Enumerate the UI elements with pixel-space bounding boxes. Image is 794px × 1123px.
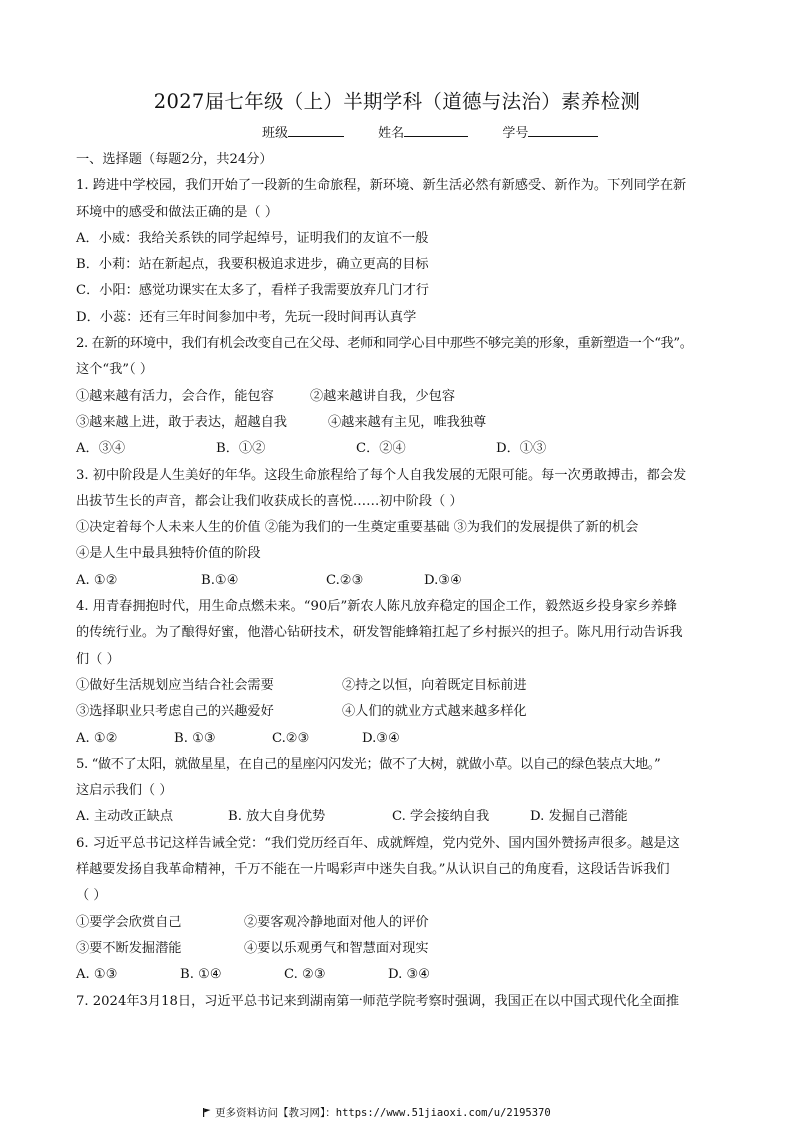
question-4-stem-line2: 的传统行业。为了酿得好蜜，他潜心钻研技术，研发智能蜂箱扛起了乡村振兴的担子。陈凡用行动告诉我 — [76, 625, 683, 641]
question-3-option-a: A. ①② — [76, 572, 118, 588]
question-6-stem-line2: 样越要发扬自我革命精神，千万不能在一片喝彩声中迷失自我。”从认识自己的角度看，这段话告诉我们 — [76, 862, 670, 878]
question-1-stem-line1: 1. 跨进中学校园，我们开始了一段新的生命旅程，新环境、新生活必然有新感受、新作为。下列同学在新 — [76, 178, 687, 194]
name-label: 姓名 — [378, 126, 405, 141]
question-6-stem-line1: 6. 习近平总书记这样告诫全党：“我们党历经百年、成就辉煌，党内党外、国内国外赞扬声很多。越是这 — [76, 835, 680, 851]
question-1-stem-line2: 环境中的感受和做法正确的是（ ） — [76, 204, 279, 220]
question-2-items-row1 — [76, 384, 726, 410]
question-3-option-b: B.①④ — [201, 572, 239, 588]
question-6-items-row2 — [76, 936, 726, 962]
question-1-option-a: A．小威：我给关系铁的同学起绰号，证明我们的友谊不一般 — [76, 230, 429, 246]
question-3-option-c: C.②③ — [326, 572, 364, 588]
class-field — [262, 122, 344, 141]
question-2-option-c: C．②④ — [356, 441, 406, 457]
question-6-item-1: ①要学会欣赏自己 — [76, 914, 182, 930]
question-2-items-row2 — [76, 410, 726, 436]
question-2-options — [76, 436, 726, 462]
question-6-option-b: B. ①④ — [180, 967, 222, 983]
question-5-option-c: C. 学会接纳自我 — [392, 809, 490, 825]
question-4-item-3: ③选择职业只考虑自己的兴趣爱好 — [76, 704, 274, 720]
question-4-option-d: D.③④ — [362, 730, 400, 746]
question-4-item-4: ④人们的就业方式越来越多样化 — [342, 704, 527, 720]
question-2-stem-line1: 2. 在新的环境中，我们有机会改变自己在父母、老师和同学心目中那些不够完美的形象，重新塑造一个“我”。 — [76, 336, 693, 352]
question-4-option-b: B. ①③ — [174, 730, 216, 746]
question-4-stem-line1: 4. 用青春拥抱时代，用生命点燃未来。“90后”新农人陈凡放弃稳定的国企工作，毅然返乡投身家乡养蜂 — [76, 599, 677, 615]
question-6-item-2: ②要客观冷静地面对他人的评价 — [244, 914, 429, 930]
section-heading: 一、选择题（每题2分，共24分） — [76, 152, 273, 167]
question-3-stem-line1: 3. 初中阶段是人生美好的年华。这段生命旅程给了每个人自我发展的无限可能。每一次勇敢搏击，都会发 — [76, 467, 687, 483]
question-5-option-a: A. 主动改正缺点 — [76, 809, 174, 825]
question-6-option-d: D. ③④ — [388, 967, 431, 983]
question-3-options — [76, 568, 726, 594]
student-info-row — [262, 122, 628, 141]
question-2-option-a: A．③④ — [76, 441, 126, 457]
question-7 — [76, 989, 726, 1015]
question-2-option-d: D．①③ — [496, 441, 547, 457]
class-blank[interactable] — [288, 124, 344, 137]
question-2-stem-line2: 这个“我”（ ） — [76, 362, 154, 378]
question-3-item-4: ④是人生中最具独特价值的阶段 — [76, 546, 261, 562]
question-6-options — [76, 962, 726, 988]
question-2 — [76, 331, 726, 462]
question-4 — [76, 594, 726, 752]
question-1-option-b: B．小莉：站在新起点，我要积极追求进步，确立更高的目标 — [76, 257, 429, 273]
question-2-option-b: B．①② — [216, 441, 266, 457]
question-3-items-row1: ①决定着每个人未来人生的价值 ②能为我们的一生奠定重要基础 ③为我们的发展提供了新的机会 — [76, 520, 639, 536]
question-4-stem-line3: 们（ ） — [76, 651, 120, 667]
question-2-item-3: ③越来越上进，敢于表达，超越自我 — [76, 414, 287, 430]
name-field — [378, 122, 468, 141]
number-field — [502, 122, 598, 141]
question-5-stem-line2: 这启示我们（ ） — [76, 783, 173, 799]
question-1 — [76, 173, 726, 331]
exam-content — [76, 147, 726, 1015]
question-4-option-a: A. ①② — [76, 730, 118, 746]
question-4-option-c: C.②③ — [272, 730, 310, 746]
question-5-options — [76, 804, 726, 830]
question-4-item-1: ①做好生活规划应当结合社会需要 — [76, 677, 274, 693]
question-5-option-b: B. 放大自身优势 — [228, 809, 326, 825]
question-2-item-4: ④越来越有主见，唯我独尊 — [328, 414, 487, 430]
question-1-option-c: C．小阳：感觉功课实在太多了，看样子我需要放弃几门才行 — [76, 283, 429, 299]
flag-icon — [203, 1108, 211, 1117]
question-2-item-2: ②越来越讲自我，少包容 — [310, 388, 456, 404]
question-1-option-d: D．小蕊：还有三年时间参加中考，先玩一段时间再认真学 — [76, 309, 417, 325]
question-5-option-d: D. 发掘自己潜能 — [530, 809, 628, 825]
question-6-option-c: C. ②③ — [284, 967, 326, 983]
name-blank[interactable] — [404, 124, 468, 137]
footer-text: 更多资料访问【教习网】：https://www.51jiaoxi.com/u/2195370 — [215, 1107, 551, 1119]
question-6 — [76, 831, 726, 989]
question-4-options — [76, 726, 726, 752]
question-3 — [76, 463, 726, 594]
question-3-stem-line2: 出拔节生长的声音，都会让我们收获成长的喜悦……初中阶段（ ） — [76, 493, 463, 509]
question-5-stem-line1: 5. “做不了太阳，就做星星，在自己的星座闪闪发光；做不了大树，就做小草。以自己的绿色装点大地。” — [76, 756, 661, 772]
question-7-stem-line1: 7. 2024年3月18日，习近平总书记来到湖南第一师范学院考察时强调，我国正在以中国式现代化全面推 — [76, 993, 680, 1009]
number-label: 学号 — [502, 126, 529, 141]
question-6-item-3: ③要不断发掘潜能 — [76, 940, 182, 956]
question-4-item-2: ②持之以恒，向着既定目标前进 — [342, 677, 527, 693]
number-blank[interactable] — [528, 124, 598, 137]
question-3-option-d: D.③④ — [424, 572, 462, 588]
question-6-stem-line3: （ ） — [76, 888, 107, 904]
question-4-items-row1 — [76, 673, 726, 699]
page-title: 2027届七年级（上）半期学科（道德与法治）素养检测 — [153, 90, 641, 113]
question-5 — [76, 752, 726, 831]
question-6-items-row1 — [76, 910, 726, 936]
class-label: 班级 — [262, 126, 289, 141]
question-6-option-a: A. ①③ — [76, 967, 118, 983]
question-2-item-1: ①越来越有活力，会合作，能包容 — [76, 388, 274, 404]
question-6-item-4: ④要以乐观勇气和智慧面对现实 — [244, 940, 429, 956]
footer-link[interactable] — [203, 1105, 551, 1120]
question-4-items-row2 — [76, 699, 726, 725]
